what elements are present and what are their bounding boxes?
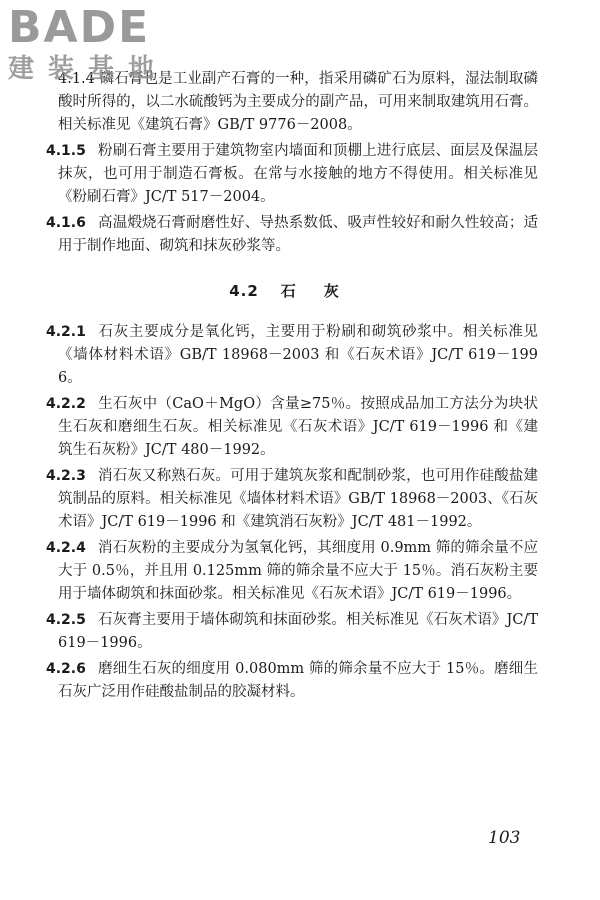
paragraph-text: 消石灰粉的主要成分为氢氧化钙，其细度用 0.9mm 筛的筛余量不应大于 0.5％，并且用 0.125mm 筛的筛余量不应大于 15％。消石灰粉主要用于墙体砌筑和抹面砂浆。相关标准见《石灰术语》JC/T 619－1996。 xyxy=(58,540,538,602)
page-number: 103 xyxy=(488,828,521,848)
clause-number: 4.2.6 xyxy=(46,661,86,677)
paragraph-text: 石灰膏主要用于墙体砌筑和抹面砂浆。相关标准见《石灰术语》JC/T 619－1996。 xyxy=(58,612,543,651)
paragraph-4-2-3 xyxy=(46,465,538,534)
section-heading xyxy=(58,280,538,301)
paragraph-text: 粉刷石膏主要用于建筑物室内墙面和顶棚上进行底层、面层及保温层抹灰，也可用于制造石膏板。在常与水接触的地方不得使用。相关标准见《粉刷石膏》JC/T 517－2004。 xyxy=(58,143,538,205)
watermark-logo xyxy=(8,4,178,86)
page-body xyxy=(46,68,543,707)
paragraph-text: 高温煅烧石膏耐磨性好、导热系数低、吸声性较好和耐久性较高；适用于制作地面、砌筑和抹灰砂浆等。 xyxy=(58,215,538,254)
paragraph-4-2-2 xyxy=(46,393,538,462)
paragraph-4-1-5 xyxy=(46,140,538,209)
paragraph-4-2-5 xyxy=(46,609,543,655)
clause-number: 4.2.5 xyxy=(46,612,86,628)
clause-number: 4.2.3 xyxy=(46,468,86,484)
clause-number: 4.2.1 xyxy=(46,324,86,340)
clause-number: 4.1.5 xyxy=(46,143,86,159)
paragraph-4-2-6 xyxy=(46,658,538,704)
clause-number: 4.2.2 xyxy=(46,396,86,412)
paragraph-text: 消石灰又称熟石灰。可用于建筑灰浆和配制砂浆，也可用作硅酸盐建筑制品的原料。相关标准见《墙体材料术语》GB/T 18968－2003、《石灰术语》JC/T 619－1996 和《建筑消石灰粉》JC/T 481－1992。 xyxy=(58,468,538,530)
logo-wordmark: BADE xyxy=(8,2,151,53)
paragraph-text: 4.1.4 磷石膏也是工业副产石膏的一种，指采用磷矿石为原料，湿法制取磷酸时所得的，以二水硫酸钙为主要成分的副产品，可用来制取建筑用石膏。相关标准见《建筑石膏》GB/T 9776－2008。 xyxy=(58,71,538,133)
paragraph-4-2-1 xyxy=(46,321,538,390)
paragraph-text: 生石灰中（CaO＋MgO）含量≥75％。按照成品加工方法分为块状生石灰和磨细生石灰。相关标准见《石灰术语》JC/T 619－1996 和《建筑生石灰粉》JC/T 480－1992。 xyxy=(58,396,538,458)
paragraph-4-1-6 xyxy=(46,212,538,258)
clause-number: 4.2.4 xyxy=(46,540,86,556)
paragraph-4-2-4 xyxy=(46,537,538,606)
paragraph-text: 磨细生石灰的细度用 0.080mm 筛的筛余量不应大于 15％。磨细生石灰广泛用作硅酸盐制品的胶凝材料。 xyxy=(58,661,538,700)
logo-subtitle: 建装基地 xyxy=(8,54,169,84)
paragraph-text: 石灰主要成分是氧化钙，主要用于粉刷和砌筑砂浆中。相关标准见《墙体材料术语》GB/T 18968－2003 和《石灰术语》JC/T 619－1996。 xyxy=(58,324,538,386)
section-number: 4.2 xyxy=(229,282,259,300)
clause-number: 4.1.6 xyxy=(46,215,86,231)
section-title: 石灰 xyxy=(280,282,367,300)
